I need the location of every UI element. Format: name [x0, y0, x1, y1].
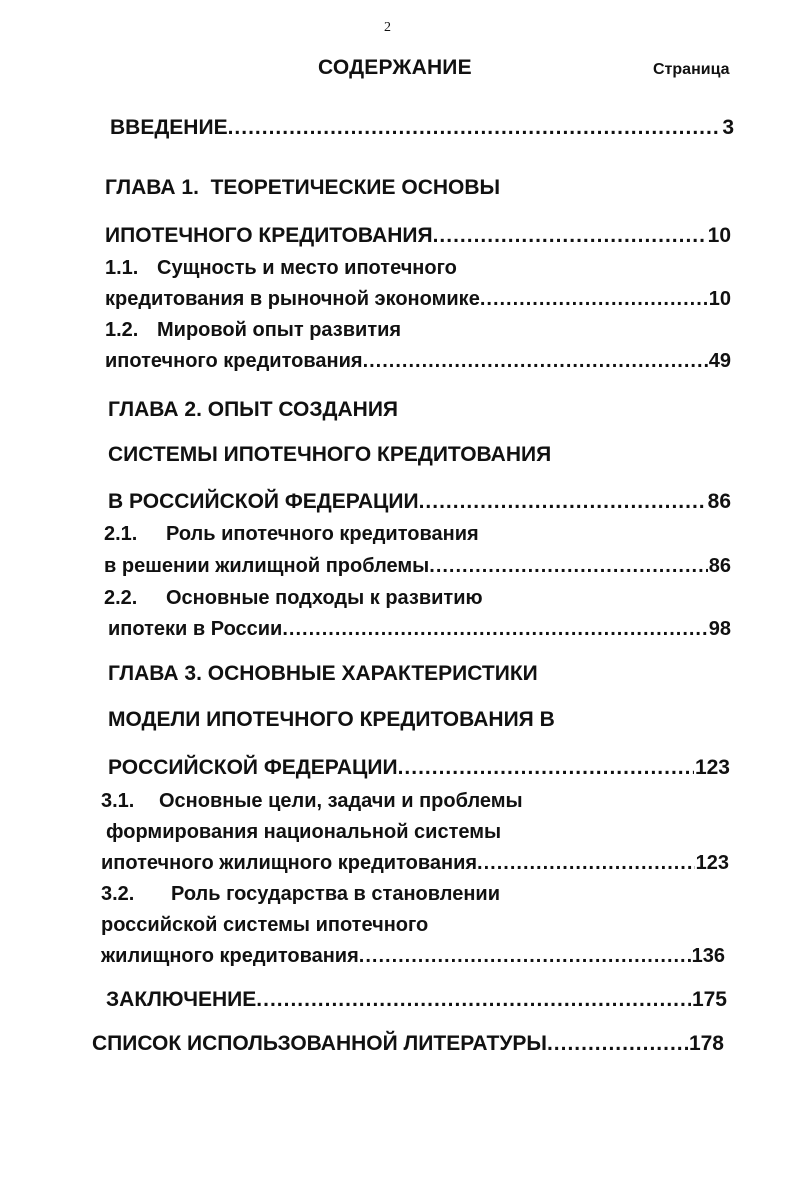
toc-entry-text: в решении жилищной проблемы: [104, 555, 430, 577]
toc-entry-text: ипотечного кредитования: [105, 350, 363, 372]
page-number: 2: [384, 20, 391, 35]
toc-entry-section-3-1: [101, 851, 729, 875]
toc-entry-text: СПИСОК ИСПОЛЬЗОВАННОЙ ЛИТЕРАТУРЫ: [92, 1032, 547, 1055]
page-title: СОДЕРЖАНИЕ: [318, 56, 472, 79]
section-number: 1.2.: [105, 319, 139, 341]
toc-entry-page: 86: [707, 490, 731, 513]
toc-section-heading-continued: [101, 913, 428, 937]
toc-entry-introduction: [110, 116, 734, 140]
leader-dots: [359, 944, 691, 968]
toc-section-heading: [104, 522, 479, 546]
section-number: 2.2.: [104, 587, 138, 609]
section-number: 3.1.: [101, 790, 135, 812]
toc-entry-page: 98: [708, 618, 731, 640]
toc-entry-page: 10: [707, 224, 731, 247]
toc-entry-text: СИСТЕМЫ ИПОТЕЧНОГО КРЕДИТОВАНИЯ: [108, 443, 552, 466]
page-column-label: Страница: [653, 61, 730, 78]
toc-entry-text: МОДЕЛИ ИПОТЕЧНОГО КРЕДИТОВАНИЯ В: [108, 708, 555, 731]
toc-entry-text: Основные подходы к развитию: [166, 587, 483, 609]
toc-entry-chapter-1: [105, 224, 731, 248]
toc-chapter-heading: [108, 708, 555, 732]
toc-entry-chapter-3: [108, 756, 730, 780]
leader-dots: [398, 756, 694, 780]
toc-entry-section-1-1: [105, 287, 731, 311]
leader-dots: [433, 224, 707, 248]
toc-section-heading: [104, 586, 483, 610]
toc-entry-page: 10: [708, 288, 731, 310]
toc-entry-text: ЗАКЛЮЧЕНИЕ: [106, 988, 257, 1011]
section-number: 1.1.: [105, 257, 139, 279]
toc-entry-bibliography: [92, 1032, 724, 1056]
toc-entry-section-3-2: [101, 944, 725, 968]
leader-dots: [429, 554, 707, 578]
toc-entry-section-1-2: [105, 349, 731, 373]
toc-entry-text: Сущность и место ипотечного: [157, 257, 457, 279]
toc-entry-text: ГЛАВА 2. ОПЫТ СОЗДАНИЯ: [108, 398, 399, 421]
leader-dots: [480, 287, 708, 311]
toc-entry-page: 136: [691, 945, 725, 967]
toc-entry-section-2-1: [104, 554, 731, 578]
toc-chapter-heading: [108, 662, 538, 686]
toc-chapter-heading: [108, 443, 551, 467]
toc-entry-text: ГЛАВА 1. ТЕОРЕТИЧЕСКИЕ ОСНОВЫ: [105, 176, 501, 199]
toc-entry-text: Мировой опыт развития: [157, 319, 402, 341]
toc-entry-text: ипотеки в России: [108, 618, 283, 640]
leader-dots: [282, 617, 707, 641]
leader-dots: [419, 490, 707, 514]
toc-entry-page: 123: [694, 756, 730, 779]
toc-entry-text: В РОССИЙСКОЙ ФЕДЕРАЦИИ: [108, 490, 419, 513]
toc-entry-page: 175: [691, 988, 727, 1011]
toc-section-heading-continued: [106, 820, 501, 844]
toc-entry-page: 49: [708, 350, 731, 372]
toc-entry-page: 178: [688, 1032, 724, 1055]
toc-entry-text: ИПОТЕЧНОГО КРЕДИТОВАНИЯ: [105, 224, 433, 247]
toc-chapter-heading: [108, 398, 398, 422]
leader-dots: [547, 1032, 688, 1056]
toc-entry-text: Роль ипотечного кредитования: [166, 523, 479, 545]
toc-entry-page: 123: [695, 852, 729, 874]
section-number: 2.1.: [104, 523, 138, 545]
toc-section-heading: [101, 882, 500, 906]
toc-entry-text: Роль государства в становлении: [171, 883, 501, 905]
toc-entry-text: ВВЕДЕНИЕ: [110, 116, 228, 139]
leader-dots: [256, 988, 691, 1012]
toc-section-heading: [105, 256, 457, 280]
toc-entry-text: жилищного кредитования: [101, 945, 359, 967]
toc-entry-text: РОССИЙСКОЙ ФЕДЕРАЦИИ: [108, 756, 398, 779]
toc-entry-text: российской системы ипотечного: [101, 914, 429, 936]
leader-dots: [363, 349, 708, 373]
toc-entry-text: ипотечного жилищного кредитования: [101, 852, 478, 874]
leader-dots: [477, 851, 695, 875]
toc-entry-chapter-2: [108, 490, 731, 514]
leader-dots: [228, 116, 722, 140]
toc-chapter-heading: [105, 176, 500, 200]
toc-section-heading: [105, 318, 401, 342]
toc-section-heading: [101, 789, 523, 813]
toc-entry-section-2-2: [108, 617, 731, 641]
toc-entry-text: ГЛАВА 3. ОСНОВНЫЕ ХАРАКТЕРИСТИКИ: [108, 662, 538, 685]
toc-entry-page: 3: [722, 116, 734, 139]
section-number: 3.2.: [101, 883, 135, 905]
toc-entry-conclusion: [106, 988, 727, 1012]
toc-entry-page: 86: [708, 555, 731, 577]
toc-entry-text: кредитования в рыночной экономике: [105, 288, 480, 310]
toc-entry-text: формирования национальной системы: [106, 821, 502, 843]
toc-entry-text: Основные цели, задачи и проблемы: [159, 790, 523, 812]
